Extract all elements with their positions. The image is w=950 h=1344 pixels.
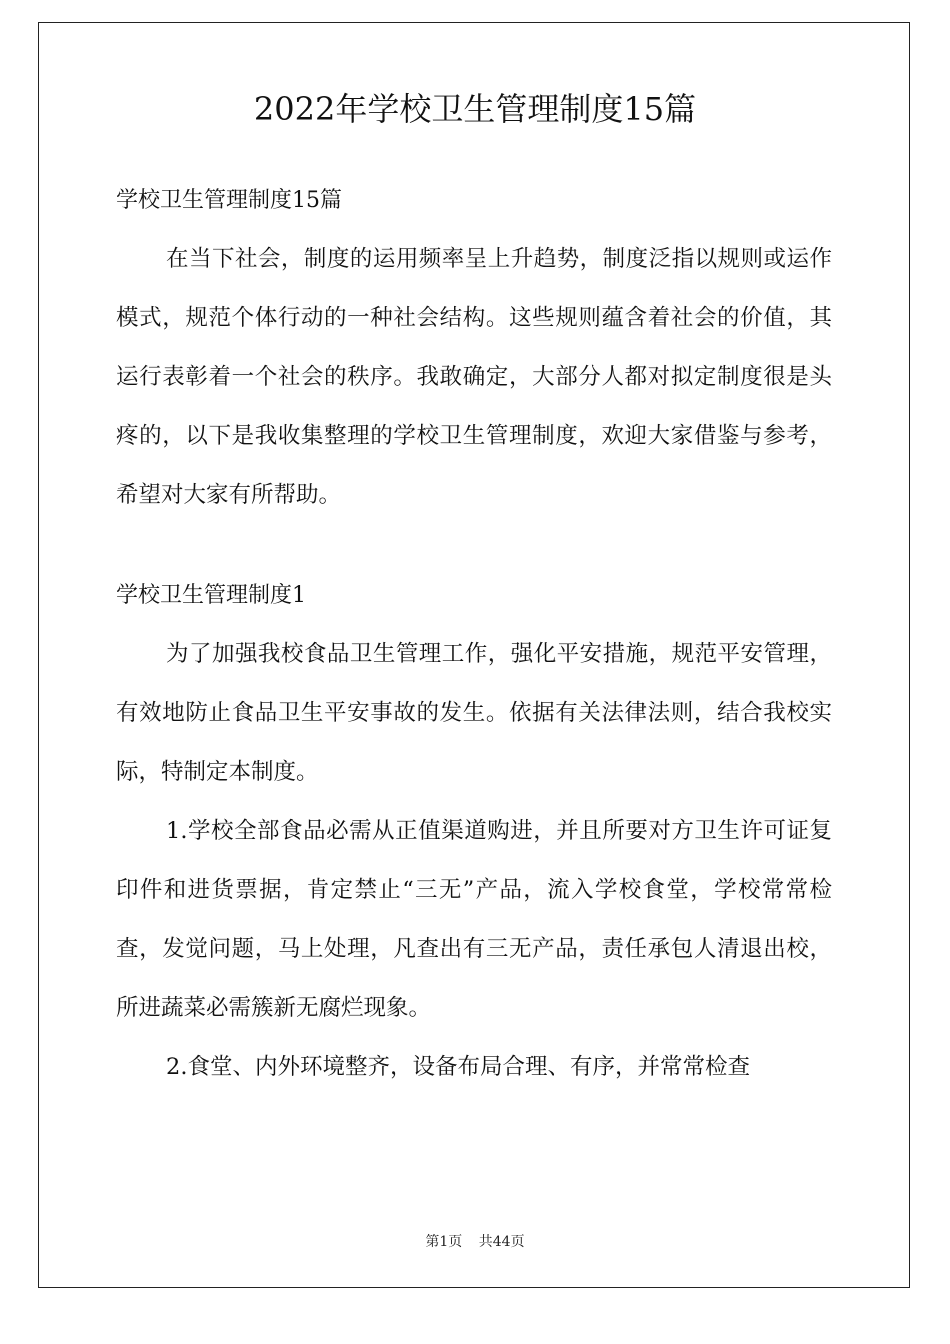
page-number-current: 第1页 bbox=[425, 1234, 463, 1250]
document-body bbox=[116, 178, 832, 1097]
section-spacer bbox=[116, 525, 832, 573]
document-title: 2022年学校卫生管理制度15篇 bbox=[253, 90, 697, 128]
section1-paragraph-3: 2.食堂、内外环境整齐，设备布局合理、有序，并常常检查 bbox=[166, 1054, 750, 1080]
page-footer bbox=[0, 1232, 950, 1252]
section1-paragraph-1: 为了加强我校食品卫生管理工作，强化平安措施，规范平安管理，有效地防止食品卫生平安事故的发生。依据有关法律法则，结合我校实际，特制定本制度。 bbox=[116, 641, 832, 785]
section1-paragraph-2: 1.学校全部食品必需从正值渠道购进，并且所要对方卫生许可证复印件和进货票据，肯定禁止“三无”产品，流入学校食堂，学校常常检查，发觉问题，马上处理，凡查出有三无产品，责任承包人清退出校，所进蔬菜必需簇新无腐烂现象。 bbox=[116, 818, 832, 1021]
intro-heading: 学校卫生管理制度15篇 bbox=[116, 188, 342, 213]
page-number-total: 共44页 bbox=[478, 1234, 525, 1250]
section1-heading: 学校卫生管理制度1 bbox=[116, 583, 306, 608]
intro-paragraph: 在当下社会，制度的运用频率呈上升趋势，制度泛指以规则或运作模式，规范个体行动的一种社会结构。这些规则蕴含着社会的价值，其运行表彰着一个社会的秩序。我敢确定，大部分人都对拟定制度很是头疼的，以下是我收集整理的学校卫生管理制度，欢迎大家借鉴与参考，希望对大家有所帮助。 bbox=[116, 246, 832, 508]
